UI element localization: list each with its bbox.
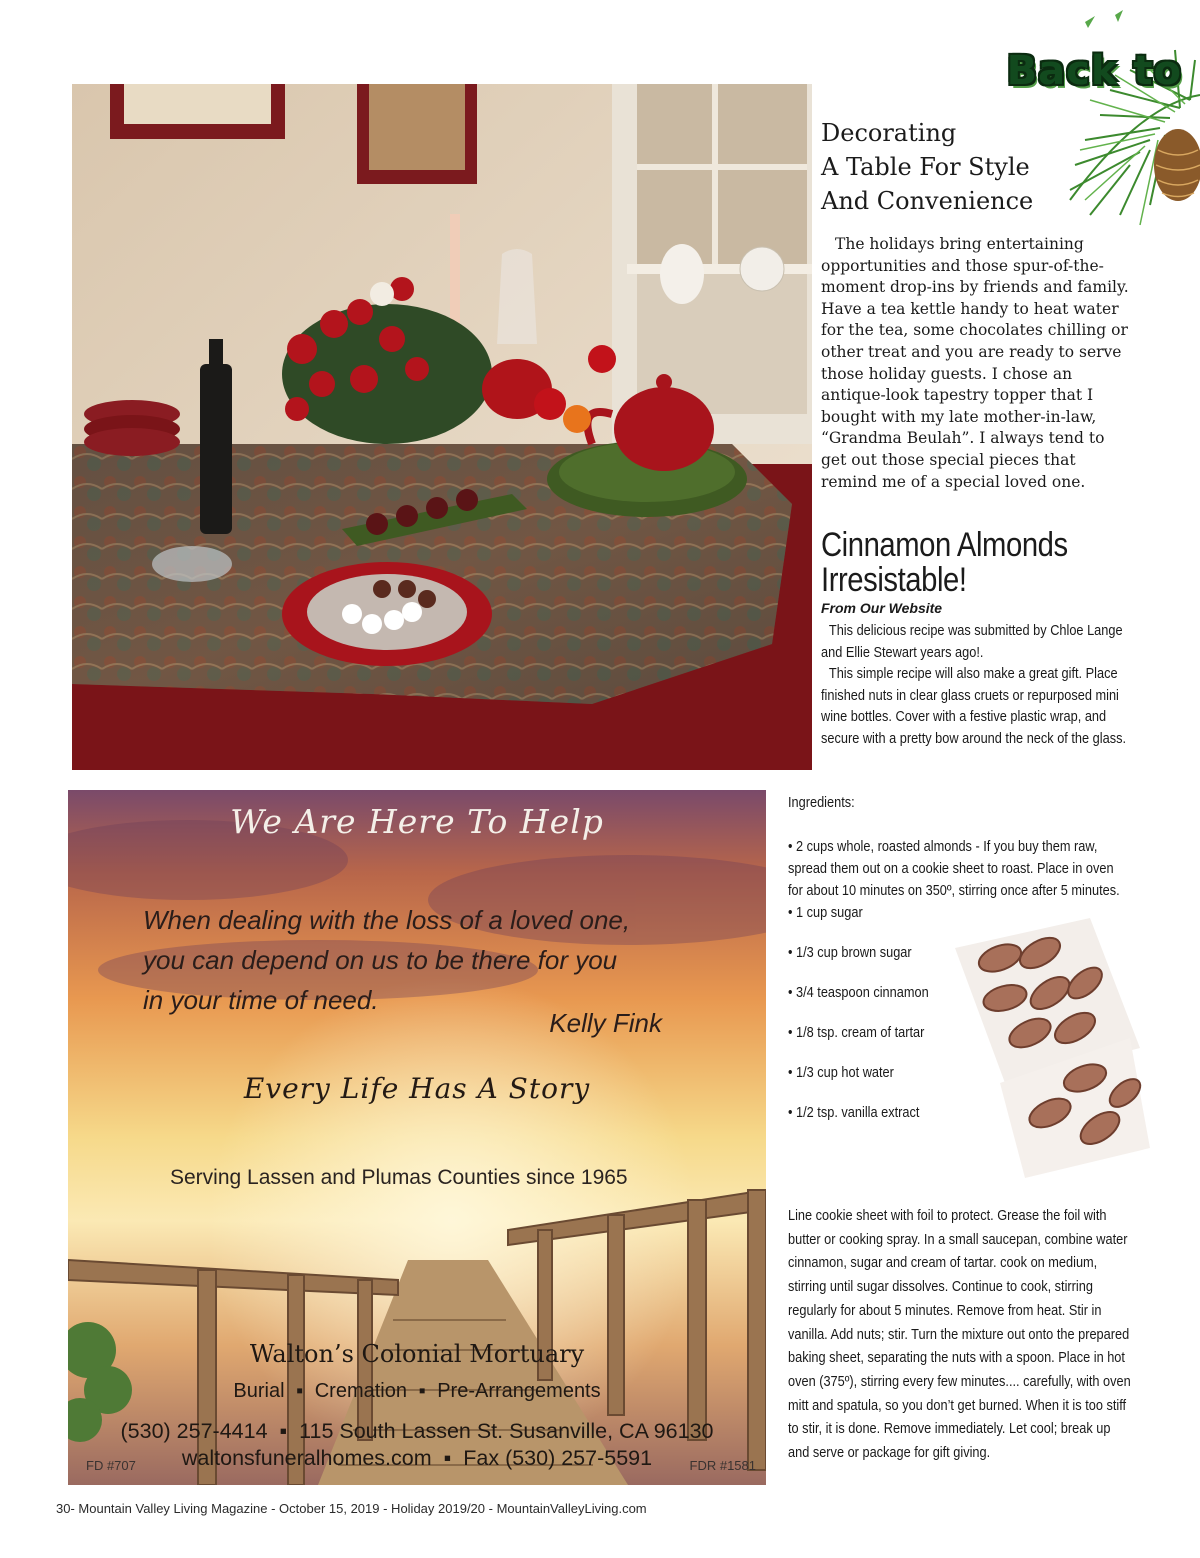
service-item: Pre-Arrangements xyxy=(437,1380,601,1402)
recipe-intro xyxy=(821,621,1129,750)
recipe-intro-paragraph: This simple recipe will also make a great gift. Place finished nuts in clear glass cruets or repurposed mini wine bottles. Cover with a festive plastic wrap, and secure with a pretty bow around the neck of the glass. xyxy=(821,666,1127,747)
article-title xyxy=(821,116,1051,218)
recipe-directions: Line cookie sheet with foil to protect. Grease the foil with butter or cooking spray. In a small saucepan, combine water cinnamon, sugar and cream of tartar. cook on medium, stirring until sugar dissolves. Continue to cook, stirring regularly for about 5 minutes. Remove from heat. Stir in vanilla. Add nuts; stir. Turn the mixture out onto the prepared baking sheet, separating the nuts with a spoon. Place in hot oven (375º), stirring every few minutes.... carefully, with oven mitt and spatula, so you don’t get burned. When it is too stiff to stir, it is done. Remove immediately. Let cool; break up and serve or package for gift giving. xyxy=(788,1208,1131,1462)
article-body: The holidays bring entertaining opportunities and those spur-of-the-moment drop-ins by friends and family. Have a tea kettle handy to heat water for the tea, some chocolates chilling or other treat and you are ready to serve those holiday guests. I chose an antique-look tapestry topper that I bought with my late mother-in-law, “Grandma Beulah”. I always tend to get out those special pieces that remind me of a special loved one. xyxy=(821,235,1129,491)
table-setting-photo xyxy=(72,84,812,770)
ad-message xyxy=(143,900,703,1020)
recipe-intro-paragraph: This delicious recipe was submitted by Chloe Lange and Ellie Stewart years ago!. xyxy=(821,623,1123,661)
ingredient-item: • 1/8 tsp. cream of tartar xyxy=(788,1025,925,1041)
recipe-title xyxy=(821,528,1079,598)
fax-number: Fax (530) 257-5591 xyxy=(463,1446,653,1470)
ingredient-item: • 2 cups whole, roasted almonds - If you buy them raw, spread them out on a cookie sheet to roast. Place in oven for about 10 minutes on 350º, stirring once after 5 minutes. xyxy=(788,839,1120,899)
website-link[interactable]: waltonsfuneralhomes.com xyxy=(181,1446,432,1470)
contact-line xyxy=(68,1446,766,1471)
ingredient-item: • 1/3 cup hot water xyxy=(788,1065,894,1081)
ad-message-line: in your time of need. xyxy=(143,985,379,1015)
ad-headline: We Are Here To Help xyxy=(230,802,604,841)
fdr-license-number: FDR #1581 xyxy=(689,1458,756,1473)
service-item: Burial xyxy=(233,1380,285,1402)
ingredient-item: • 1 cup sugar xyxy=(788,905,863,921)
business-name: Walton’s Colonial Mortuary xyxy=(249,1340,585,1368)
article-title-line: Decorating xyxy=(821,119,957,147)
ad-tagline: Every Life Has A Story xyxy=(243,1072,591,1105)
ingredient-item: • 1/2 tsp. vanilla extract xyxy=(788,1105,920,1121)
separator-icon: ▪ xyxy=(296,1380,304,1402)
recipe-source: From Our Website xyxy=(821,600,943,616)
fd-license-number: FD #707 xyxy=(86,1458,136,1473)
separator-icon: ▪ xyxy=(279,1419,288,1443)
phone-number[interactable]: (530) 257-4414 xyxy=(120,1419,268,1443)
article-title-line: And Convenience xyxy=(821,187,1034,215)
article-title-line: A Table For Style xyxy=(821,153,1030,181)
ad-signature: Kelly Fink xyxy=(549,1008,662,1038)
cinnamon-almonds-photo xyxy=(945,918,1150,1178)
service-item: Cremation xyxy=(314,1380,407,1402)
ad-message-line: you can depend on us to be there for you xyxy=(143,945,618,975)
street-address: 115 South Lassen St. Susanville, CA 96130 xyxy=(299,1419,714,1443)
recipe-title-line: Cinnamon Almonds xyxy=(821,526,1068,564)
ingredient-item: • 1/3 cup brown sugar xyxy=(788,945,912,961)
back-to-label: Back to xyxy=(1006,48,1182,94)
separator-icon: ▪ xyxy=(443,1446,452,1470)
ingredient-item: • 3/4 teaspoon cinnamon xyxy=(788,985,929,1001)
ad-service-area: Serving Lassen and Plumas Counties since 1965 xyxy=(170,1166,628,1189)
ingredients-heading: Ingredients: xyxy=(788,795,855,811)
recipe-title-line: Irresistable! xyxy=(821,561,967,599)
mortuary-advertisement xyxy=(68,790,766,1485)
separator-icon: ▪ xyxy=(418,1380,426,1402)
contact-line xyxy=(68,1419,766,1444)
ad-message-line: When dealing with the loss of a loved one, xyxy=(143,905,631,935)
page-footer: 30- Mountain Valley Living Magazine - October 15, 2019 - Holiday 2019/20 - MountainValleyLiving.com xyxy=(56,1501,647,1516)
services-list xyxy=(68,1380,766,1403)
